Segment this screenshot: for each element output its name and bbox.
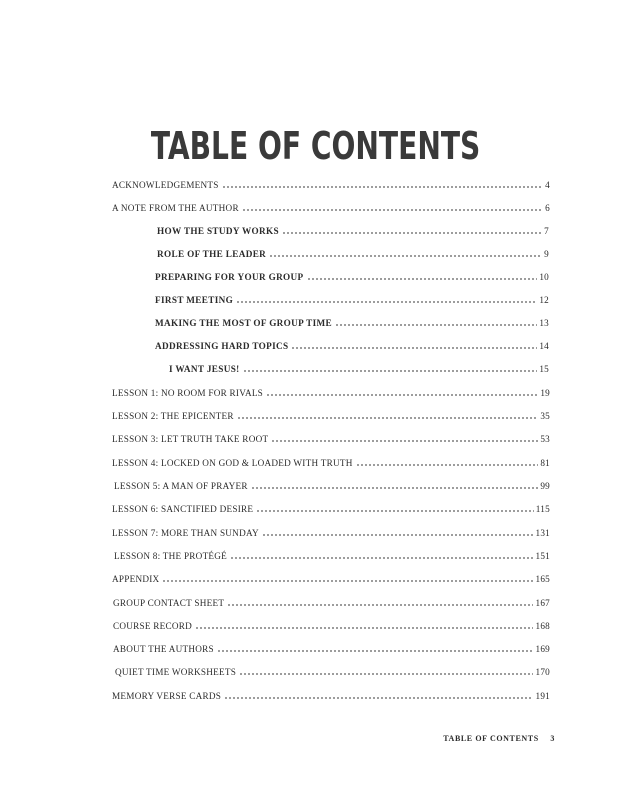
toc-entry-course-record [113,618,550,632]
toc-entry-how-study-works [157,223,549,237]
dot-leader [239,673,533,675]
toc-entry-lesson-6 [112,501,550,515]
toc-entry-note-from-author [112,200,550,214]
dot-leader [242,209,543,211]
dot-leader [195,627,533,629]
toc-entry-page: 115 [535,504,550,514]
toc-entry-page: 12 [539,295,549,305]
toc-entry-acknowledgements [112,177,550,191]
toc-entry-page: 53 [540,434,550,444]
toc-entry-appendix [112,571,550,585]
dot-leader [307,278,538,280]
toc-entry-page: 168 [535,621,550,631]
toc-entry-label: HOW THE STUDY WORKS [157,226,279,236]
toc-entry-page: 9 [544,249,549,259]
toc-entry-first-meeting [155,292,549,306]
dot-leader [162,580,533,582]
toc-entry-label: APPENDIX [112,574,160,584]
toc-entry-label: LESSON 3: LET TRUTH TAKE ROOT [112,434,269,444]
toc-entry-label: LESSON 1: NO ROOM FOR RIVALS [112,388,264,398]
footer-page-number: 3 [550,734,555,743]
toc-entry-i-want-jesus [169,361,549,375]
toc-entry-group-time [155,315,549,329]
dot-leader [251,487,539,489]
toc-entry-label: I WANT JESUS! [169,364,240,374]
toc-entry-label: COURSE RECORD [113,621,193,631]
running-footer [443,734,555,743]
toc-entry-role-of-leader [157,246,549,260]
toc-entry-page: 4 [545,180,550,190]
dot-leader [224,697,533,699]
toc-entry-page: 131 [535,528,550,538]
toc-entry-group-contact-sheet [113,595,550,609]
toc-entry-memory-verse-cards [112,688,550,702]
toc-entry-page: 165 [535,574,550,584]
toc-entry-page: 13 [539,318,549,328]
dot-leader [335,324,537,326]
toc-entry-label: LESSON 8: THE PROTÉGÉ [114,551,228,561]
toc-entry-lesson-8 [114,548,550,562]
toc-entry-label: PREPARING FOR YOUR GROUP [155,272,304,282]
dot-leader [227,604,533,606]
toc-entry-page: 170 [535,667,550,677]
toc-entry-page: 15 [539,364,549,374]
footer-section-title: TABLE OF CONTENTS [443,734,539,743]
toc-entry-label: LESSON 6: SANCTIFIED DESIRE [112,504,254,514]
toc-entry-page: 191 [535,691,550,701]
toc-entry-page: 6 [545,203,550,213]
toc-entry-page: 81 [540,458,550,468]
dot-leader [282,232,542,234]
dot-leader [243,370,538,372]
toc-entry-page: 169 [535,644,550,654]
toc-entry-lesson-1 [112,385,550,399]
dot-leader [291,347,537,349]
toc-entry-lesson-5 [114,478,550,492]
dot-leader [262,534,534,536]
toc-entry-label: ADDRESSING HARD TOPICS [155,341,289,351]
toc-entry-page: 167 [535,598,550,608]
dot-leader [356,464,539,466]
dot-leader [266,394,538,396]
toc-entry-label: LESSON 4: LOCKED ON GOD & LOADED WITH TRUTH [112,458,353,468]
dot-leader [222,186,544,188]
toc-entry-label: FIRST MEETING [155,295,234,305]
toc-entry-page: 14 [539,341,549,351]
toc-entry-page: 99 [540,481,550,491]
dot-leader [269,255,542,257]
dot-leader [256,510,534,512]
toc-entry-preparing-group [155,269,549,283]
toc-entry-label: LESSON 5: A MAN OF PRAYER [114,481,248,491]
toc-entry-label: ROLE OF THE LEADER [157,249,267,259]
toc-entry-hard-topics [155,338,549,352]
toc-entry-label: LESSON 2: THE EPICENTER [112,411,234,421]
toc-entry-label: LESSON 7: MORE THAN SUNDAY [112,528,259,538]
toc-entry-label: ACKNOWLEDGEMENTS [112,180,219,190]
toc-entry-quiet-time-worksheets [115,664,550,678]
toc-entry-about-authors [113,641,550,655]
toc-entry-page: 10 [539,272,549,282]
toc-entry-lesson-2 [112,408,550,422]
dot-leader [271,440,538,442]
toc-entry-page: 35 [540,411,550,421]
toc-entry-label: A NOTE FROM THE AUTHOR [112,203,239,213]
dot-leader [230,557,533,559]
toc-entry-lesson-3 [112,431,550,445]
toc-entry-label: ABOUT THE AUTHORS [113,644,214,654]
toc-entry-lesson-4 [112,455,550,469]
toc-entry-label: MEMORY VERSE CARDS [112,691,222,701]
dot-leader [217,650,534,652]
toc-entry-label: GROUP CONTACT SHEET [113,598,225,608]
toc-entry-page: 19 [540,388,550,398]
toc-entry-page: 151 [535,551,550,561]
toc-entry-label: QUIET TIME WORKSHEETS [115,667,237,677]
page-title: TABLE OF CONTENTS [150,124,481,168]
dot-leader [236,301,537,303]
toc-entry-label: MAKING THE MOST OF GROUP TIME [155,318,332,328]
toc-entry-page: 7 [544,226,549,236]
dot-leader [237,417,539,419]
toc-entry-lesson-7 [112,525,550,539]
